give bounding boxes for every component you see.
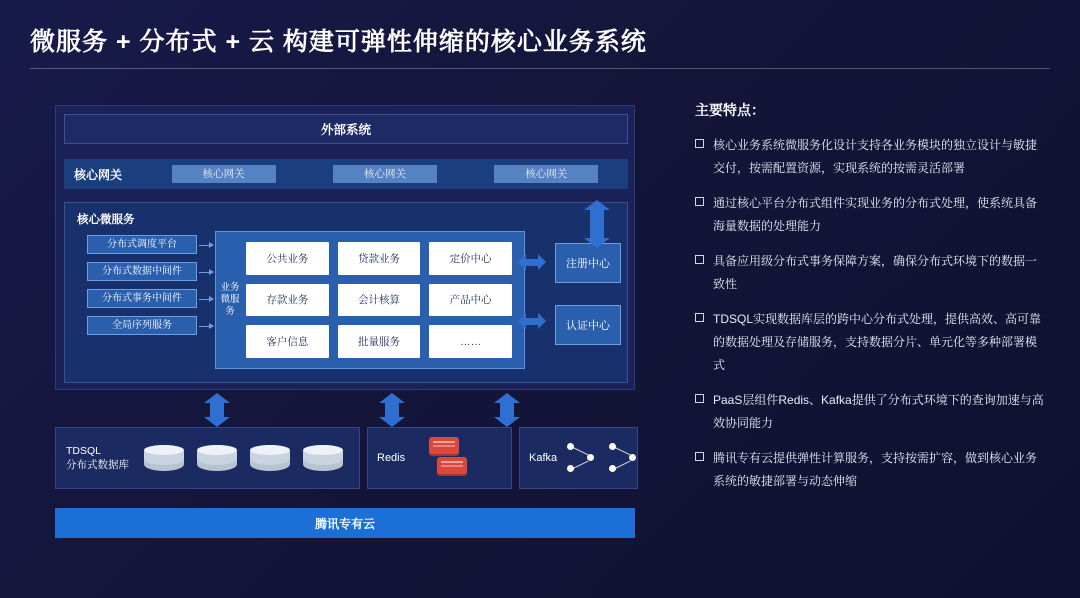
- database-cylinder-icon: [303, 445, 343, 471]
- cloud-bar: 腾讯专有云: [55, 508, 635, 538]
- tdsql-box: [55, 427, 360, 489]
- registry-center: 注册中心: [555, 243, 621, 283]
- page-title: 微服务 + 分布式 + 云 构建可弹性伸缩的核心业务系统: [30, 28, 647, 56]
- middleware-item: 分布式数据中间件: [87, 262, 197, 281]
- middleware-item: 全局序列服务: [87, 316, 197, 335]
- features-title: 主要特点：: [695, 102, 765, 118]
- business-cell: 公共业务: [246, 242, 329, 275]
- business-cell: 产品中心: [429, 284, 512, 317]
- business-microservice-label: 业务微服务: [220, 282, 240, 317]
- database-cylinder-icon: [250, 445, 290, 471]
- business-cell: ……: [429, 325, 512, 358]
- feature-text: PaaS层组件Redis、Kafka提供了分布式环境下的查询加速与高效协同能力: [713, 393, 1044, 430]
- business-cell: 贷款业务: [338, 242, 421, 275]
- gateway-chip: 核心网关: [333, 165, 437, 183]
- feature-item: [695, 308, 1045, 377]
- business-cell: 定价中心: [429, 242, 512, 275]
- redis-label: Redis: [377, 452, 406, 464]
- feature-item: [695, 134, 1045, 180]
- connector-line: [199, 326, 213, 327]
- gateway-chip-group: [148, 165, 622, 183]
- data-layer-row: [55, 427, 635, 489]
- architecture-diagram: [55, 105, 635, 545]
- square-bullet-icon: [695, 255, 704, 264]
- database-cylinder-group: [144, 445, 343, 471]
- external-system-box: 外部系统: [64, 114, 628, 144]
- auth-center: 认证中心: [555, 305, 621, 345]
- middleware-stack: [87, 235, 197, 335]
- tdsql-label-line2: 分布式数据库: [66, 459, 129, 471]
- arrow-core-to-db: [210, 402, 224, 418]
- core-microservice-title: 核心微服务: [77, 214, 135, 226]
- feature-item: [695, 447, 1045, 493]
- title-divider: [30, 68, 1050, 69]
- arrow-core-to-kafka: [500, 402, 514, 418]
- business-cell: 客户信息: [246, 325, 329, 358]
- feature-text: 具备应用级分布式事务保障方案，确保分布式环境下的数据一致性: [713, 254, 1038, 291]
- core-microservice-box: [64, 202, 628, 383]
- redis-icon: [415, 435, 481, 481]
- connector-line: [199, 245, 213, 246]
- gateway-chip: 核心网关: [494, 165, 598, 183]
- tdsql-label-line1: TDSQL: [66, 445, 102, 457]
- feature-item: [695, 389, 1045, 435]
- database-cylinder-icon: [144, 445, 184, 471]
- connector-line: [199, 299, 213, 300]
- upper-panel: [55, 105, 635, 390]
- arrow-to-auth: [525, 318, 539, 325]
- feature-text: 腾讯专有云提供弹性计算服务，支持按需扩容，做到核心业务系统的敏捷部署与动态伸缩: [713, 451, 1038, 488]
- arrow-to-registry: [525, 259, 539, 266]
- kafka-box: [519, 427, 638, 489]
- feature-text: 通过核心平台分布式组件实现业务的分布式处理，使系统具备海量数据的处理能力: [713, 196, 1038, 233]
- gateway-label: 核心网关: [74, 167, 123, 182]
- kafka-label: Kafka: [529, 452, 558, 464]
- business-cell-grid: [244, 232, 524, 368]
- kafka-icon: [567, 443, 637, 473]
- arrow-gateway-core: [590, 209, 604, 239]
- feature-item: [695, 250, 1045, 296]
- square-bullet-icon: [695, 197, 704, 206]
- business-cell: 批量服务: [338, 325, 421, 358]
- square-bullet-icon: [695, 139, 704, 148]
- database-cylinder-icon: [197, 445, 237, 471]
- middleware-item: 分布式调度平台: [87, 235, 197, 254]
- business-microservice-box: [215, 231, 525, 369]
- gateway-chip: 核心网关: [172, 165, 276, 183]
- business-cell: 会计核算: [338, 284, 421, 317]
- features-panel: [695, 100, 1045, 505]
- arrow-core-to-redis: [385, 402, 399, 418]
- gateway-band: [64, 159, 628, 189]
- feature-item: [695, 192, 1045, 238]
- connector-line: [199, 272, 213, 273]
- feature-text: 核心业务系统微服务化设计支持各业务模块的独立设计与敏捷交付，按需配置资源，实现系统的按需灵活部署: [713, 138, 1038, 175]
- square-bullet-icon: [695, 452, 704, 461]
- feature-text: TDSQL实现数据库层的跨中心分布式处理，提供高效、高可靠的数据处理及存储服务，支持数据分片、单元化等多种部署模式: [713, 312, 1042, 372]
- middleware-item: 分布式事务中间件: [87, 289, 197, 308]
- support-service-stack: [555, 243, 621, 345]
- business-cell: 存款业务: [246, 284, 329, 317]
- square-bullet-icon: [695, 313, 704, 322]
- tdsql-label: [56, 444, 144, 472]
- redis-box: [367, 427, 512, 489]
- square-bullet-icon: [695, 394, 704, 403]
